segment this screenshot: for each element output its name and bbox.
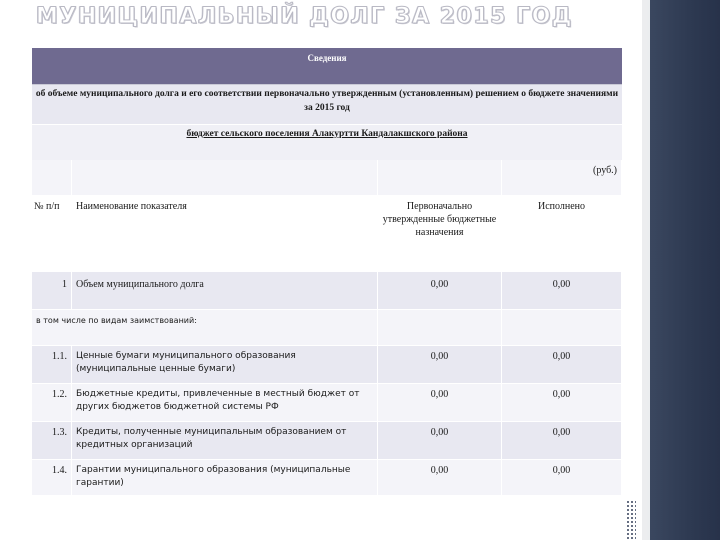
subheading-row (32, 310, 622, 346)
row-planned: 0,00 (378, 272, 502, 310)
table-row (32, 384, 622, 422)
row-num: 1.1. (32, 346, 72, 384)
row-name: Объем муниципального долга (72, 272, 378, 310)
table-header-subtitle: об объеме муниципального долга и его соответствии первоначально утвержденным (установленным) решением о бюджете значениями за 2015 год (32, 84, 622, 124)
row-executed: 0,00 (502, 272, 622, 310)
table-row (32, 460, 622, 496)
row-executed: 0,00 (502, 460, 622, 496)
row-num: 1 (32, 272, 72, 310)
row-planned: 0,00 (378, 346, 502, 384)
row-planned: 0,00 (378, 422, 502, 460)
unit-row-cell-1 (32, 160, 72, 196)
unit-row-cell-3 (378, 160, 502, 196)
column-header-name: Наименование показателя (72, 196, 378, 272)
table-row (32, 272, 622, 310)
subheading-label (32, 310, 378, 346)
row-name: Ценные бумаги муниципального образования (муниципальные ценные бумаги) (72, 346, 378, 384)
table-header-budget (32, 124, 622, 161)
unit-row (32, 160, 622, 196)
row-executed: 0,00 (502, 346, 622, 384)
row-num: 1.2. (32, 384, 72, 422)
row-num: 1.4. (32, 460, 72, 496)
decorative-dots (626, 500, 636, 540)
slide-title: МУНИЦИПАЛЬНЫЙ ДОЛГ ЗА 2015 ГОД (36, 4, 574, 29)
subheading-text: в том числе по видам заимствований: (36, 316, 197, 325)
unit-row-cell-2 (72, 160, 378, 196)
budget-name: бюджет сельского поселения Алакуртти Кандалакшского района (186, 129, 468, 139)
row-name: Бюджетные кредиты, привлеченные в местный бюджет от других бюджетов бюджетной системы РФ (72, 384, 378, 422)
subheading-cell-4 (502, 310, 622, 346)
column-header-executed: Исполнено (502, 196, 622, 272)
column-header-planned: Первоначально утвержденные бюджетные назначения (378, 196, 502, 272)
table-row (32, 346, 622, 384)
row-executed: 0,00 (502, 422, 622, 460)
column-header-num: № п/п (32, 196, 72, 272)
decorative-side-band (642, 0, 720, 540)
row-name: Гарантии муниципального образования (муниципальные гарантии) (72, 460, 378, 496)
unit-label: (руб.) (502, 160, 622, 196)
row-planned: 0,00 (378, 384, 502, 422)
table-header-title: Сведения (32, 48, 622, 84)
row-name: Кредиты, полученные муниципальным образованием от кредитных организаций (72, 422, 378, 460)
row-num: 1.3. (32, 422, 72, 460)
column-header-row (32, 196, 622, 272)
row-executed: 0,00 (502, 384, 622, 422)
subheading-cell-3 (378, 310, 502, 346)
row-planned: 0,00 (378, 460, 502, 496)
table-row (32, 422, 622, 460)
